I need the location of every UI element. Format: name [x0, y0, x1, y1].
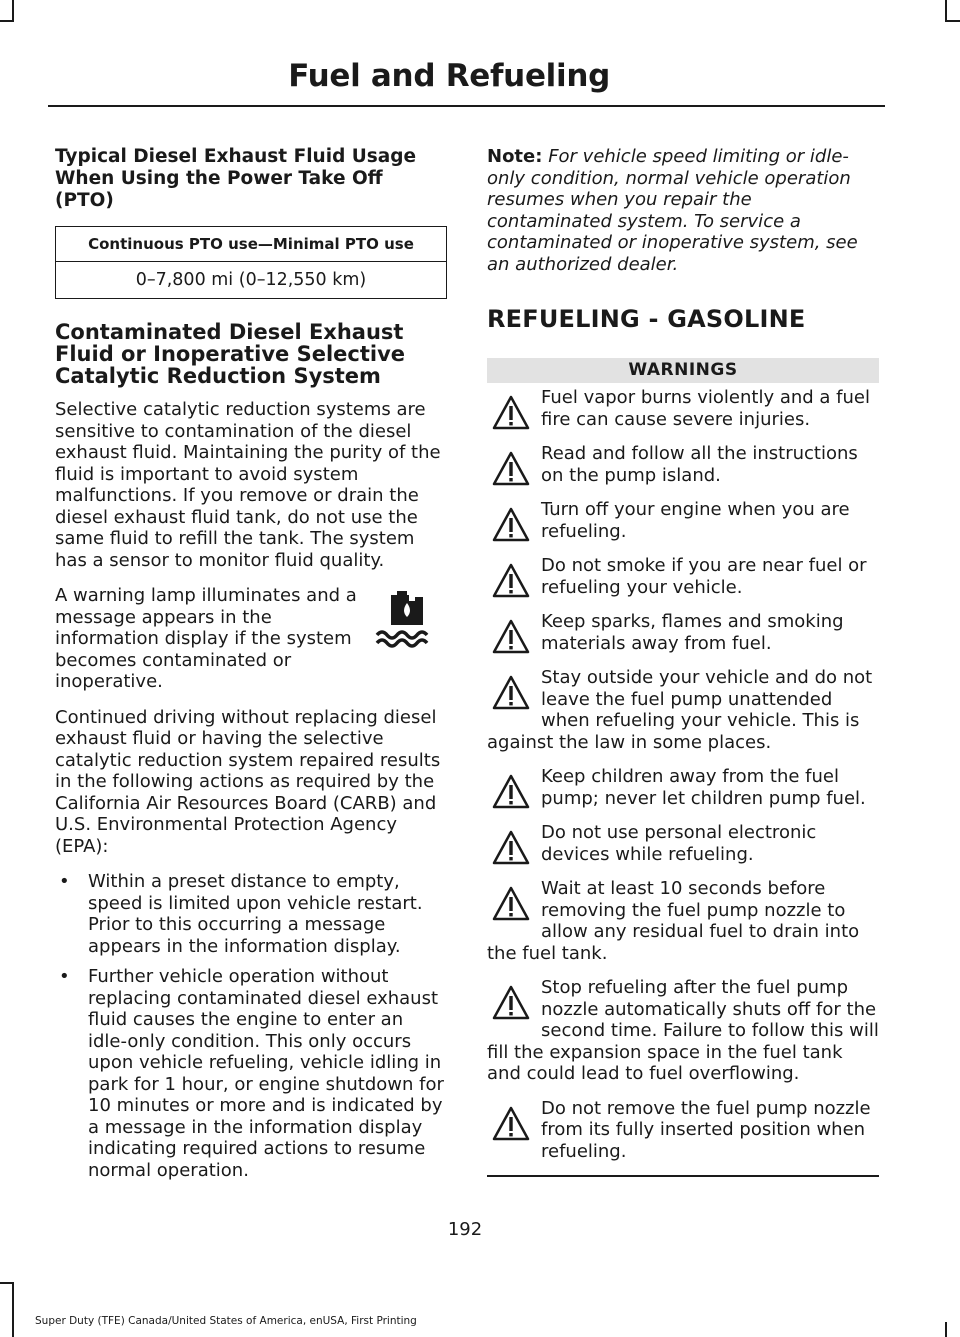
paragraph: A warning lamp illuminates and a message appears in the information display if the system becomes contaminated or inoperative. — [55, 585, 357, 692]
crop-mark — [945, 0, 947, 20]
warning-triangle-icon — [491, 617, 531, 657]
pto-heading: Typical Diesel Exhaust Fluid Usage When Using the Power Take Off (PTO) — [55, 146, 417, 211]
warning-item — [487, 611, 879, 654]
crop-mark — [12, 1282, 14, 1337]
crop-mark — [0, 1282, 14, 1284]
warning-text: Turn off your engine when you are refueling. — [541, 499, 850, 542]
warning-triangle-icon — [491, 1104, 531, 1144]
warning-text: Do not smoke if you are near fuel or refueling your vehicle. — [541, 555, 867, 598]
bullet-list — [55, 871, 447, 1181]
warning-item — [487, 977, 879, 1085]
warning-triangle-icon — [491, 828, 531, 868]
warning-text: Do not use personal electronic devices while refueling. — [541, 822, 817, 865]
warning-text: Wait at least 10 seconds before removing the fuel pump nozzle to allow any residual fuel to drain into the fuel tank. — [487, 878, 860, 964]
page-title: Fuel and Refueling — [288, 58, 610, 94]
crop-mark — [0, 20, 14, 22]
pto-table-header: Continuous PTO use—Minimal PTO use — [56, 227, 447, 262]
warning-text: Do not remove the fuel pump nozzle from its fully inserted position when refueling. — [541, 1097, 871, 1162]
pto-table-value: 0–7,800 mi (0–12,550 km) — [135, 270, 367, 290]
warning-text: Fuel vapor burns violently and a fuel fire can cause severe injuries. — [541, 387, 870, 430]
warning-item — [487, 443, 879, 486]
warning-item — [487, 1098, 879, 1163]
paragraph: Selective catalytic reduction systems are sensitive to contamination of the diesel exhaust fluid. Maintaining the purity of the fluid is important to avoid system malfunctions. If you remove or drain the diesel exhaust fluid tank, do not use the same fluid to refill the tank. The system has a sensor to monitor fluid quality. — [55, 399, 441, 571]
warning-triangle-icon — [491, 449, 531, 489]
warning-item — [487, 667, 879, 753]
warnings-header: WARNINGS — [487, 358, 879, 383]
crop-mark — [945, 1322, 947, 1337]
warning-text: Stay outside your vehicle and do not leave the fuel pump unattended when refueling your vehicle. This is against the law in some places. — [487, 667, 873, 753]
paragraph: Continued driving without replacing diesel exhaust fluid or having the selective catalytic reduction system repaired results in the following actions as required by the California Air Resources Board (CARB) and U.S. Environmental Protection Agency (EPA): — [55, 706, 441, 857]
warning-triangle-icon — [491, 505, 531, 545]
warning-item — [487, 822, 879, 865]
warning-text: Keep children away from the fuel pump; never let children pump fuel. — [541, 766, 866, 809]
warning-triangle-icon — [491, 772, 531, 812]
section-heading-refueling: REFUELING - GASOLINE — [487, 305, 806, 333]
footer-text: Super Duty (TFE) Canada/United States of America, enUSA, First Printing — [35, 1315, 417, 1327]
warning-text: Keep sparks, flames and smoking materials away from fuel. — [541, 611, 844, 654]
warning-triangle-icon — [491, 561, 531, 601]
warning-item — [487, 499, 879, 542]
list-item: • Within a preset distance to empty, speed is limited upon vehicle restart. Prior to this occurring a message appears in the information display. — [59, 871, 423, 957]
note-label: Note: — [487, 146, 543, 167]
crop-mark — [945, 20, 960, 22]
warning-triangle-icon — [491, 884, 531, 924]
crop-mark — [12, 0, 14, 20]
header-divider — [48, 105, 885, 107]
left-column — [55, 146, 447, 1190]
pto-table — [55, 226, 447, 299]
warning-item — [487, 555, 879, 598]
warning-item — [487, 387, 879, 430]
warning-item — [487, 878, 879, 964]
note — [487, 146, 879, 275]
warning-text: Read and follow all the instructions on the pump island. — [541, 443, 858, 486]
page-number: 192 — [447, 1219, 483, 1240]
warning-triangle-icon — [491, 673, 531, 713]
warning-triangle-icon — [491, 393, 531, 433]
note-text: For vehicle speed limiting or idle-only condition, normal vehicle operation resumes when you repair the contaminated system. To service a contaminated or inoperative system, see an authorized dealer. — [487, 146, 858, 275]
warnings-end-rule — [487, 1175, 879, 1177]
list-item: • Further vehicle operation without replacing contaminated diesel exhaust fluid causes the engine to enter an idle-only condition. This only occurs upon vehicle refueling, vehicle idling in park for 1 hour, or engine shutdown for 10 minutes or more and is indicated by a message in the information display indicating required actions to resume normal operation. — [59, 966, 444, 1181]
warning-text: Stop refueling after the fuel pump nozzle automatically shuts off for the second time. Failure to follow this will fill the expansion space in the fuel tank and could lead to fuel overflowing. — [487, 977, 879, 1084]
diesel-exhaust-fluid-warning-icon — [369, 585, 439, 655]
right-column — [487, 146, 879, 1177]
warnings-list — [487, 387, 879, 1162]
warning-item — [487, 766, 879, 809]
warning-triangle-icon — [491, 983, 531, 1023]
section-heading-contaminated-def: Contaminated Diesel Exhaust Fluid or Inoperative Selective Catalytic Reduction System — [55, 320, 406, 388]
